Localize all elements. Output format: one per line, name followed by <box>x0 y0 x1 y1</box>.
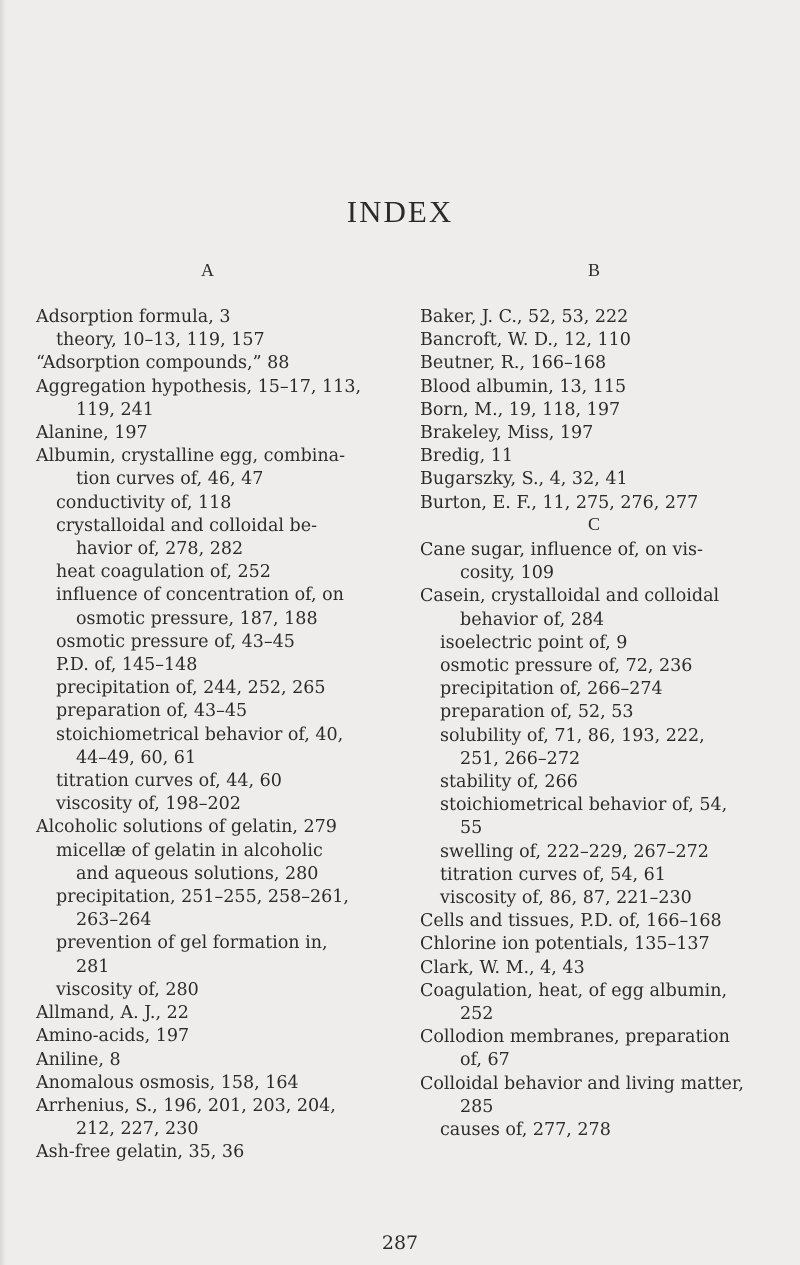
index-entry-line: Coagulation, heat, of egg albumin, <box>420 980 728 1001</box>
page-edge <box>0 0 6 1265</box>
index-entry-line: Alcoholic solutions of gelatin, 279 <box>36 817 337 838</box>
index-entry-line: stoichiometrical behavior of, 54, <box>440 795 728 816</box>
page-title: INDEX <box>346 194 454 229</box>
index-entry-line: stoichiometrical behavior of, 40, <box>56 724 344 745</box>
index-entry-line: Burton, E. F., 11, 275, 276, 277 <box>420 492 699 513</box>
index-entry-line: 252 <box>460 1004 494 1025</box>
index-entry-line: theory, 10–13, 119, 157 <box>56 330 265 351</box>
index-entry-line: precipitation, 251–255, 258–261, <box>56 887 349 908</box>
index-entry-line: Bredig, 11 <box>420 446 513 467</box>
index-entry-line: stability of, 266 <box>440 772 578 793</box>
index-entry-line: prevention of gel formation in, <box>56 933 328 954</box>
index-entry-line: Baker, J. C., 52, 53, 222 <box>420 307 629 327</box>
section-letter-a: A <box>201 260 214 280</box>
index-entry-line: preparation of, 52, 53 <box>440 702 634 723</box>
index-entry-line: titration curves of, 54, 61 <box>440 864 666 885</box>
section-a-entries <box>36 306 361 1165</box>
index-entry-line: Aggregation hypothesis, 15–17, 113, <box>36 376 362 397</box>
index-entry-line: 263–264 <box>76 910 152 931</box>
index-entry-line: osmotic pressure, 187, 188 <box>76 608 318 629</box>
index-entry-line: P.D. of, 145–148 <box>56 655 198 676</box>
index-entry-line: 212, 227, 230 <box>76 1119 199 1140</box>
section-letter-b: B <box>588 260 601 280</box>
index-entry-line: viscosity of, 86, 87, 221–230 <box>440 888 692 909</box>
section-letter-c: C <box>588 514 601 534</box>
index-entry-line: 44–49, 60, 61 <box>76 747 197 768</box>
index-entry-line: cosity, 109 <box>460 563 555 584</box>
index-entry-line: conductivity of, 118 <box>56 492 232 513</box>
index-entry-line: tion curves of, 46, 47 <box>76 469 264 490</box>
index-entry-line: Arrhenius, S., 196, 201, 203, 204, <box>36 1095 336 1116</box>
index-entry-line: Adsorption formula, 3 <box>36 307 231 327</box>
index-entry-line: Colloidal behavior and living matter, <box>420 1073 744 1094</box>
index-entry-line: titration curves of, 44, 60 <box>56 771 282 792</box>
index-entry-line: swelling of, 222–229, 267–272 <box>440 841 709 862</box>
index-entry-line: Allmand, A. J., 22 <box>36 1003 189 1024</box>
index-entry-line: Cells and tissues, P.D. of, 166–168 <box>420 911 722 932</box>
index-entry-line: 251, 266–272 <box>460 748 581 769</box>
index-entry-line: Amino-acids, 197 <box>36 1026 190 1047</box>
index-entry-line: isoelectric point of, 9 <box>440 632 628 653</box>
index-entry-line: Anomalous osmosis, 158, 164 <box>36 1072 299 1093</box>
index-entry-line: and aqueous solutions, 280 <box>76 863 319 884</box>
index-entry-line: 285 <box>460 1096 494 1117</box>
index-entry-line: Collodion membranes, preparation <box>420 1027 730 1048</box>
index-entry-line: of, 67 <box>460 1050 510 1071</box>
index-entry-line: Cane sugar, influence of, on vis- <box>420 540 703 560</box>
index-entry-line: 281 <box>76 956 110 977</box>
index-entry-line: Alanine, 197 <box>36 423 148 444</box>
index-entry-line: osmotic pressure of, 72, 236 <box>440 656 693 677</box>
index-entry-line: viscosity of, 198–202 <box>56 794 241 815</box>
index-entry-line: Blood albumin, 13, 115 <box>420 376 627 397</box>
index-entry-line: Casein, crystalloidal and colloidal <box>420 586 720 607</box>
index-entry-line: Aniline, 8 <box>36 1049 121 1070</box>
index-entry-line: Chlorine ion potentials, 135–137 <box>420 934 710 955</box>
index-entry-line: behavior of, 284 <box>460 609 605 630</box>
index-entry-line: precipitation of, 266–274 <box>440 679 663 700</box>
section-b-entries <box>420 306 698 515</box>
index-entry-line: causes of, 277, 278 <box>440 1120 611 1141</box>
page-number: 287 <box>381 1232 419 1254</box>
index-entry-line: Albumin, crystalline egg, combina- <box>36 446 346 467</box>
section-c-entries <box>420 539 744 1142</box>
index-entry-line: Clark, W. M., 4, 43 <box>420 957 585 978</box>
index-entry-line: preparation of, 43–45 <box>56 701 248 722</box>
index-entry-line: Brakeley, Miss, 197 <box>420 423 594 444</box>
index-entry-line: havior of, 278, 282 <box>76 539 244 560</box>
index-entry-line: osmotic pressure of, 43–45 <box>56 631 295 652</box>
index-entry-line: Ash-free gelatin, 35, 36 <box>36 1142 245 1163</box>
index-entry-line: Bugarszky, S., 4, 32, 41 <box>420 469 628 490</box>
index-entry-line: solubility of, 71, 86, 193, 222, <box>440 725 705 746</box>
index-entry-line: heat coagulation of, 252 <box>56 562 271 583</box>
index-entry-line: 119, 241 <box>76 399 154 420</box>
index-entry-line: precipitation of, 244, 252, 265 <box>56 678 326 699</box>
index-entry-line: “Adsorption compounds,” 88 <box>36 353 290 374</box>
index-entry-line: 55 <box>460 818 483 839</box>
index-entry-line: Beutner, R., 166–168 <box>420 353 607 374</box>
index-entry-line: Born, M., 19, 118, 197 <box>420 399 621 420</box>
index-entry-line: Bancroft, W. D., 12, 110 <box>420 330 631 351</box>
index-entry-line: viscosity of, 280 <box>56 979 199 1000</box>
index-entry-line: influence of concentration of, on <box>56 585 344 606</box>
index-entry-line: micellæ of gelatin in alcoholic <box>56 840 323 861</box>
index-entry-line: crystalloidal and colloidal be- <box>56 515 318 536</box>
